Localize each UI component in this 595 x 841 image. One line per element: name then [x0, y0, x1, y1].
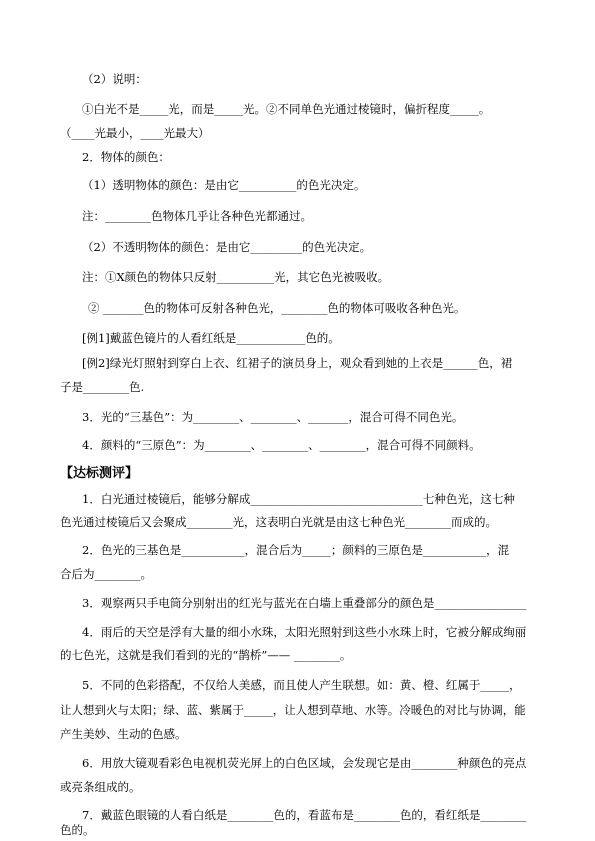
text-line: （____光最小，____光最大）	[60, 126, 210, 140]
text-line: 或亮条组成的。	[60, 780, 141, 794]
text-line: 子是________色.	[60, 380, 145, 394]
text-line: （1）透明物体的颜色：是由它__________的色光决定。	[82, 178, 366, 192]
section-title: 【达标测评】	[60, 466, 139, 481]
text-line: 2．物体的颜色：	[82, 150, 170, 164]
text-line: （2）不透明物体的颜色：是由它_________的色光决定。	[82, 240, 372, 254]
text-line: ①白光不是_____光，而是_____光。②不同单色光通过棱镜时，偏折程度_____。	[82, 102, 491, 116]
text-line: 让人想到火与太阳；绿、蓝、紫属于_____，让人想到草地、水等。冷暖色的对比与协调，能	[60, 703, 526, 717]
text-line: 注：________色物体几乎让各种色光都通过。	[82, 209, 312, 223]
text-line: 4．颜料的“三原色”：为________、________、________，混合可得不同颜料。	[82, 438, 481, 452]
text-line: 6．用放大镜观看彩色电视机荧光屏上的白色区域，会发现它是由________种颜色的亮点	[82, 756, 527, 770]
text-line: 合后为________。	[60, 567, 152, 581]
text-line: 色的。	[60, 823, 95, 837]
text-line: [例1]戴蓝色镜片的人看红纸是____________色的。	[82, 331, 340, 345]
text-line: 注：①X颜色的物体只反射__________光，其它色光被吸收。	[82, 270, 390, 284]
text-line: 色光通过棱镜后又会聚成________光，这表明白光就是由这七种色光________而成的。	[60, 515, 497, 529]
text-line: 的七色光，这就是我们看到的光的“鹊桥”—— ________。	[60, 648, 352, 662]
text-line: 3．光的“三基色”：为________、________、_______，混合可得不同色光。	[82, 410, 464, 424]
text-line: 4．雨后的天空是浮有大量的细小水珠，太阳光照射到这些小水珠上时，它被分解成绚丽	[82, 625, 527, 639]
text-line: 2．色光的三基色是___________，混合后为_____；颜料的三原色是___________，混	[82, 543, 510, 557]
text-line: 产生美妙、生动的色感。	[60, 727, 187, 741]
text-line: 7．戴蓝色眼镜的人看白纸是________色的，看蓝布是________色的，看红纸是________	[82, 808, 527, 822]
text-line: ② _______色的物体可反射各种色光，________色的物体可吸收各种色光。	[88, 301, 466, 315]
text-line: （2）说明：	[82, 72, 147, 86]
text-line: [例2]绿光灯照射到穿白上衣、红裙子的演员身上，观众看到她的上衣是______色，裙	[82, 356, 513, 370]
text-line: 3．观察两只手电筒分别射出的红光与蓝光在白墙上重叠部分的颜色是________________	[82, 596, 527, 610]
text-line: 1．白光通过棱镜后，能够分解成______________________________七种色光，这七种	[82, 492, 515, 506]
text-line: 5．不同的色彩搭配，不仅给人美感，而且使人产生联想。如：黄、橙、红属于_____，	[82, 678, 521, 692]
